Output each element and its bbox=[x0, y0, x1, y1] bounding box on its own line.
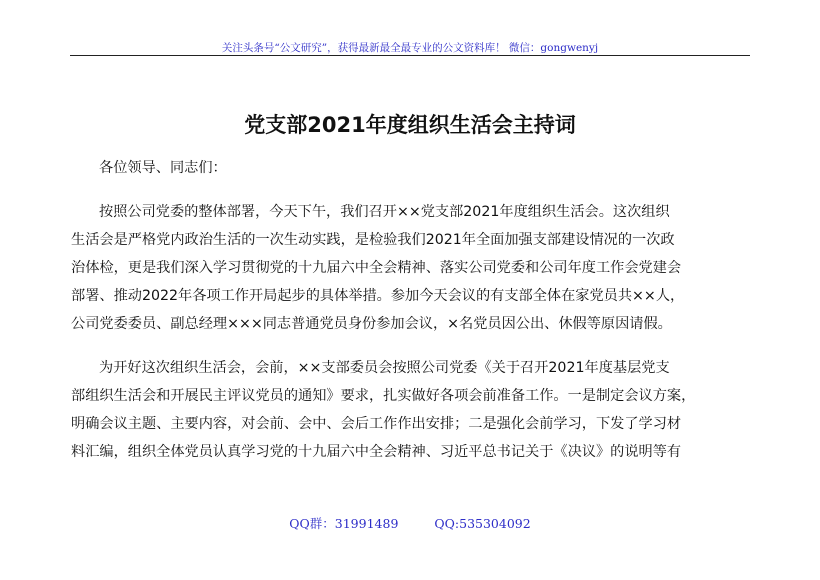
paragraph-line: 为开好这次组织生活会，会前，××支部委员会按照公司党委《关于召开2021年度基层党支 bbox=[99, 360, 670, 376]
paragraph-line: 部署、推动2022年各项工作开局起步的具体举措。参加今天会议的有支部全体在家党员共××人， bbox=[71, 288, 685, 304]
paragraph-1 bbox=[71, 198, 751, 338]
paragraph-line: 按照公司党委的整体部署，今天下午，我们召开××党支部2021年度组织生活会。这次组织 bbox=[99, 204, 670, 220]
paragraph-line: 部组织生活会和开展民主评议党员的通知》要求，扎实做好各项会前准备工作。一是制定会议方案， bbox=[71, 388, 696, 404]
header-note: 关注头条号“公文研究”，获得最新最全最专业的公文资料库！ 微信：gongwenyj bbox=[221, 42, 599, 54]
footer-contact bbox=[70, 514, 750, 532]
paragraph-line: 明确会议主题、主要内容，对会前、会中、会后工作作出安排；二是强化会前学习，下发了学习材 bbox=[71, 416, 682, 432]
footer-qq: QQ:535304092 bbox=[434, 516, 531, 531]
footer-qq-group: QQ群：31991489 bbox=[289, 516, 399, 531]
header-divider bbox=[70, 55, 750, 56]
paragraph-line: 料汇编，组织全体党员认真学习党的十九届六中全会精神、习近平总书记关于《决议》的说明等有 bbox=[71, 444, 682, 460]
paragraph-line: 公司党委委员、副总经理×××同志普通党员身份参加会议，×名党员因公出、休假等原因请假。 bbox=[71, 316, 672, 332]
paragraph-2 bbox=[71, 354, 751, 466]
paragraph-line: 治体检，更是我们深入学习贯彻党的十九届六中全会精神、落实公司党委和公司年度工作会党建会 bbox=[71, 260, 682, 276]
paragraph-line: 生活会是严格党内政治生活的一次生动实践，是检验我们2021年全面加强支部建设情况的一次政 bbox=[71, 232, 675, 248]
document-title: 党支部2021年度组织生活会主持词 bbox=[244, 113, 576, 137]
salutation: 各位领导、同志们： bbox=[99, 160, 227, 176]
